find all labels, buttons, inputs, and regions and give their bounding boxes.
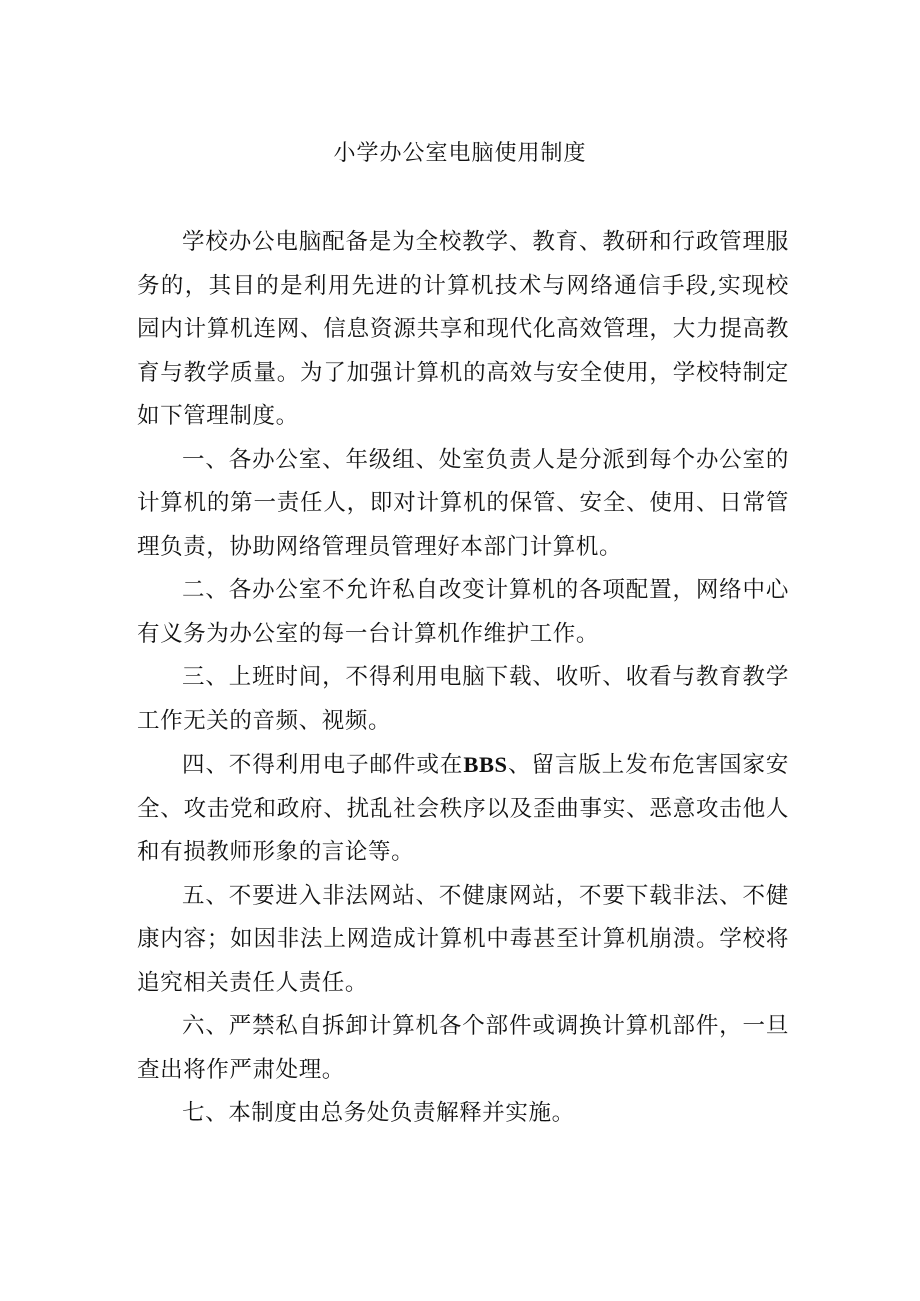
intro-paragraph: 学校办公电脑配备是为全校教学、教育、教研和行政管理服务的，其目的是利用先进的计算机技术与网络通信手段,实现校园内计算机连网、信息资源共享和现代化高效管理，大力提高教育与教学质量。为了加强计算机的高效与安全使用，学校特制定如下管理制度。 <box>137 229 789 429</box>
document-body <box>137 221 789 1136</box>
rule-4-paragraph <box>137 743 789 875</box>
rule-4-text-after: 、留言版上发布危害国家安全、攻击党和政府、扰乱社会秩序以及歪曲事实、恶意攻击他人和有损教师形象的言论等。 <box>137 752 790 865</box>
document-title: 小学办公室电脑使用制度 <box>333 141 587 166</box>
rule-4-bbs-bold: BBS <box>463 752 508 777</box>
rule-5-paragraph: 五、不要进入非法网站、不健康网站，不要下载非法、不健康内容；如因非法上网造成计算机中毒甚至计算机崩溃。学校将追究相关责任人责任。 <box>137 882 789 996</box>
rule-1-paragraph: 一、各办公室、年级组、处室负责人是分派到每个办公室的计算机的第一责任人，即对计算机的保管、安全、使用、日常管理负责，协助网络管理员管理好本部门计算机。 <box>137 446 789 560</box>
rule-7-paragraph: 七、本制度由总务处负责解释并实施。 <box>182 1100 575 1126</box>
rule-4-text-before: 四、不得利用电子邮件或在 <box>182 752 464 778</box>
rule-6-paragraph: 六、严禁私自拆卸计算机各个部件或调换计算机部件，一旦查出将作严肃处理。 <box>137 1013 789 1083</box>
rule-3-paragraph: 三、上班时间，不得利用电脑下载、收听、收看与教育教学工作无关的音频、视频。 <box>137 664 789 734</box>
rule-2-paragraph: 二、各办公室不允许私自改变计算机的各项配置，网络中心有义务为办公室的每一台计算机作维护工作。 <box>137 577 789 647</box>
